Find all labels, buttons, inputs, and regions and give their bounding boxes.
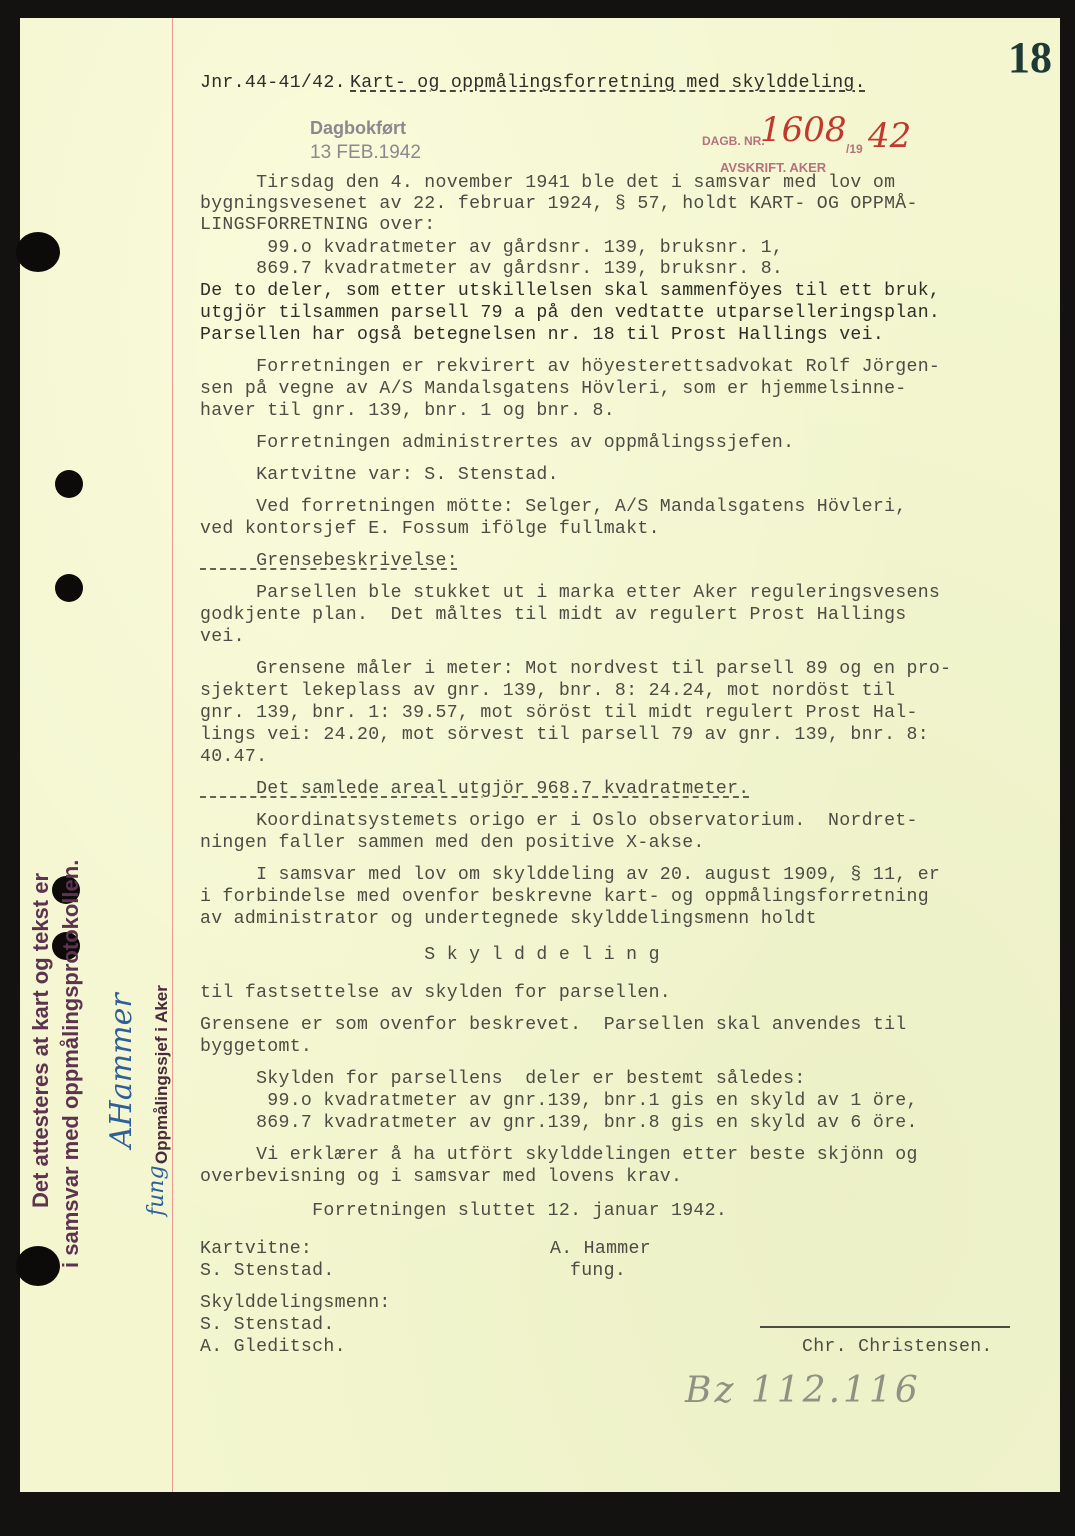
body-line: Vi erklærer å ha utfört skylddelingen etter beste skjönn og (200, 1145, 918, 1165)
attestation-stamp-line-1: Det attesteres at kart og tekst er (28, 872, 53, 1208)
punch-hole (55, 574, 83, 602)
body-line: 99.o kvadratmeter av gnr.139, bnr.1 gis en skyld av 1 öre, (200, 1091, 918, 1111)
body-line: Grensene måler i meter: Mot nordvest til parsell 89 og en pro- (200, 659, 952, 679)
total-area-line: Det samlede areal utgjör 968.7 kvadratmeter. (200, 779, 750, 799)
body-line: 869.7 kvadratmeter av gårdsnr. 139, bruksnr. 8. (200, 259, 784, 279)
punch-hole (16, 1246, 60, 1286)
body-line: i forbindelse med ovenfor beskrevne kart- og oppmålingsforretning (200, 887, 929, 907)
dagbokfort-stamp-label: Dagbokført (310, 118, 406, 138)
skylddelingsmenn-label: Skylddelingsmenn: (200, 1293, 391, 1313)
body-line: Forretningen administrertes av oppmålingssjefen. (200, 433, 795, 453)
dagb-nr-stamp: DAGB. NR. (702, 134, 765, 148)
journal-number: Jnr.44-41/42. (200, 73, 346, 93)
body-line: Tirsdag den 4. november 1941 ble det i samsvar med lov om (200, 173, 896, 193)
red-margin-line (172, 18, 173, 1492)
body-line: I samsvar med lov om skylddeling av 20. august 1909, § 11, er (200, 865, 941, 885)
document-page (20, 18, 1060, 1492)
margin-handwritten-signature: AHammer (104, 993, 139, 1148)
administrator-title: fung. (570, 1261, 627, 1281)
punch-hole (55, 470, 83, 498)
body-line: sen på vegne av A/S Mandalsgatens Hövleri, som er hjemmelsinne- (200, 379, 907, 399)
body-line: Koordinatsystemets origo er i Oslo observatorium. Nordret- (200, 811, 918, 831)
body-line: Parsellen ble stukket ut i marka etter Aker reguleringsvesens (200, 583, 941, 603)
handwritten-reference-note: Bz 112.116 (685, 1370, 921, 1411)
body-line: 99.o kvadratmeter av gårdsnr. 139, bruksnr. 1, (200, 238, 784, 258)
body-line: Ved forretningen mötte: Selger, A/S Mandalsgatens Hövleri, (200, 497, 907, 517)
body-line: haver til gnr. 139, bnr. 1 og bnr. 8. (200, 401, 615, 421)
kartvitne-label: Kartvitne: (200, 1239, 313, 1259)
kartvitne-name: S. Stenstad. (200, 1261, 335, 1281)
punch-hole (16, 232, 60, 272)
document-title: Kart- og oppmålingsforretning med skylddeling. (350, 73, 866, 93)
closing-date-line: Forretningen sluttet 12. januar 1942. (200, 1201, 728, 1221)
body-line: ved kontorsjef E. Fossum ifölge fullmakt. (200, 519, 660, 539)
skylddelingsmann-2: A. Gleditsch. (200, 1337, 346, 1357)
body-line: ningen faller sammen med den positive X-akse. (200, 833, 705, 853)
third-signer-name: Chr. Christensen. (802, 1337, 993, 1357)
body-line: Parsellen har også betegnelsen nr. 18 til Prost Hallings vei. (200, 325, 885, 345)
body-line: Forretningen er rekvirert av höyesterettsadvokat Rolf Jörgen- (200, 357, 941, 377)
body-line: Grensene er som ovenfor beskrevet. Parsellen skal anvendes til (200, 1015, 907, 1035)
body-line: gnr. 139, bnr. 1: 39.57, mot söröst til midt regulert Prost Hal- (200, 703, 918, 723)
body-line: vei. (200, 627, 245, 647)
skylddelingsmann-1: S. Stenstad. (200, 1315, 335, 1335)
body-line: utgjör tilsammen parsell 79 a på den vedtatte utparselleringsplan. (200, 303, 941, 323)
body-line: Skylden for parsellens deler er bestemt således: (200, 1069, 806, 1089)
body-line: til fastsettelse av skylden for parsellen. (200, 983, 671, 1003)
body-line: overbevisning og i samsvar med lovens krav. (200, 1167, 683, 1187)
dagb-year-prefix: /19 (846, 142, 863, 156)
dagb-nr-handwritten: 1608 (760, 110, 847, 150)
signature-line (760, 1326, 1010, 1328)
body-line: bygningsvesenet av 22. februar 1924, § 57, holdt KART- OG OPPMÅ- (200, 194, 918, 214)
attestation-stamp-line-2: i samsvar med oppmålingsprotokollen. (58, 859, 83, 1268)
body-line: 40.47. (200, 747, 268, 767)
body-line: 869.7 kvadratmeter av gnr.139, bnr.8 gis en skyld av 6 öre. (200, 1113, 918, 1133)
body-line: Kartvitne var: S. Stenstad. (200, 465, 559, 485)
oppmalingssjef-title-stamp: Oppmålingssjef i Aker (152, 985, 171, 1164)
body-line: LINGSFORRETNING over: (200, 215, 436, 235)
body-line: av administrator og undertegnede skylddelingsmenn holdt (200, 909, 817, 929)
body-line: godkjente plan. Det måltes til midt av regulert Prost Hallings (200, 605, 907, 625)
administrator-name: A. Hammer (550, 1239, 651, 1259)
section-heading-skylddeling: S k y l d d e l i n g (200, 945, 660, 965)
body-line: sjektert lekeplass av gnr. 139, bnr. 8: 24.24, mot nordöst til (200, 681, 896, 701)
avskrift-stamp: AVSKRIFT. AKER (720, 160, 827, 175)
body-line: De to deler, som etter utskillelsen skal sammenföyes til ett bruk, (200, 281, 941, 301)
page-number: 18 (1008, 33, 1052, 82)
body-line: byggetomt. (200, 1037, 313, 1057)
dagb-year-handwritten: 42 (868, 116, 912, 156)
body-line: lings vei: 24.20, mot sörvest til parsell 79 av gnr. 139, bnr. 8: (200, 725, 929, 745)
dagbokfort-stamp-date: 13 FEB.1942 (310, 142, 421, 163)
section-heading-grensebeskrivelse: Grensebeskrivelse: (200, 551, 458, 571)
margin-fung-handwritten: fung. (144, 1158, 169, 1216)
